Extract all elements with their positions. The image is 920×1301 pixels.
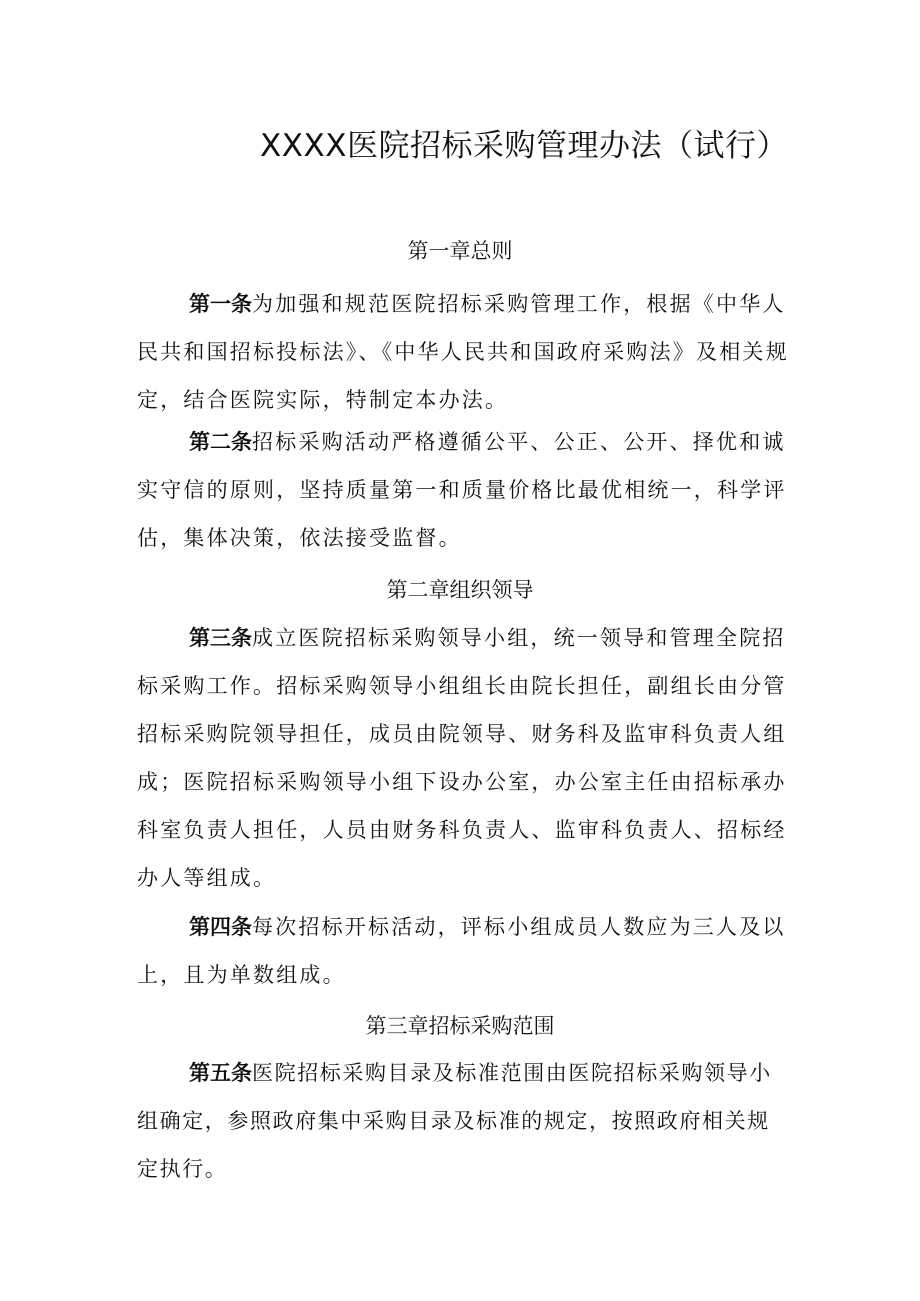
article-text: 医院招标采购目录及标准范围由医院招标采购领导小组确定，参照政府集中采购目录及标准的规定，按照政府相关规定执行。 (137, 1061, 772, 1181)
article-text: 成立医院招标采购领导小组，统一领导和管理全院招标采购工作。招标采购领导小组组长由院长担任，副组长由分管招标采购院领导担任，成员由院领导、财务科及监审科负责人组成；医院招标采购领导小组下设办公室，办公室主任由招标承办科室负责人担任，人员由财务科负责人、监审科负责人、招标经办人等组成。 (137, 626, 787, 890)
article-2 (137, 418, 791, 562)
article-3 (137, 614, 791, 902)
article-label: 第一条 (189, 292, 252, 316)
article-label: 第二条 (189, 430, 252, 454)
article-text: 招标采购活动严格遵循公平、公正、公开、择优和诚实守信的原则，坚持质量第一和质量价格比最优相统一，科学评估，集体决策，依法接受监督。 (137, 430, 787, 550)
article-label: 第五条 (189, 1061, 252, 1085)
chapter-heading-1: 第一章总则 (407, 239, 513, 263)
chapter-heading-3: 第三章招标采购范围 (365, 1014, 555, 1038)
article-4 (137, 903, 791, 999)
chapter-heading-2: 第二章组织领导 (386, 578, 534, 602)
article-label: 第三条 (189, 626, 252, 650)
article-label: 第四条 (189, 915, 252, 939)
article-5 (137, 1049, 791, 1193)
article-text: 每次招标开标活动，评标小组成员人数应为三人及以上，且为单数组成。 (137, 915, 786, 987)
article-1 (137, 280, 791, 424)
document-title: XXXX医院招标采购管理办法（试行） (260, 128, 788, 164)
article-text: 为加强和规范医院招标采购管理工作，根据《中华人民共和国招标投标法》、《中华人民共和国政府采购法》及相关规定，结合医院实际，特制定本办法。 (137, 292, 789, 412)
